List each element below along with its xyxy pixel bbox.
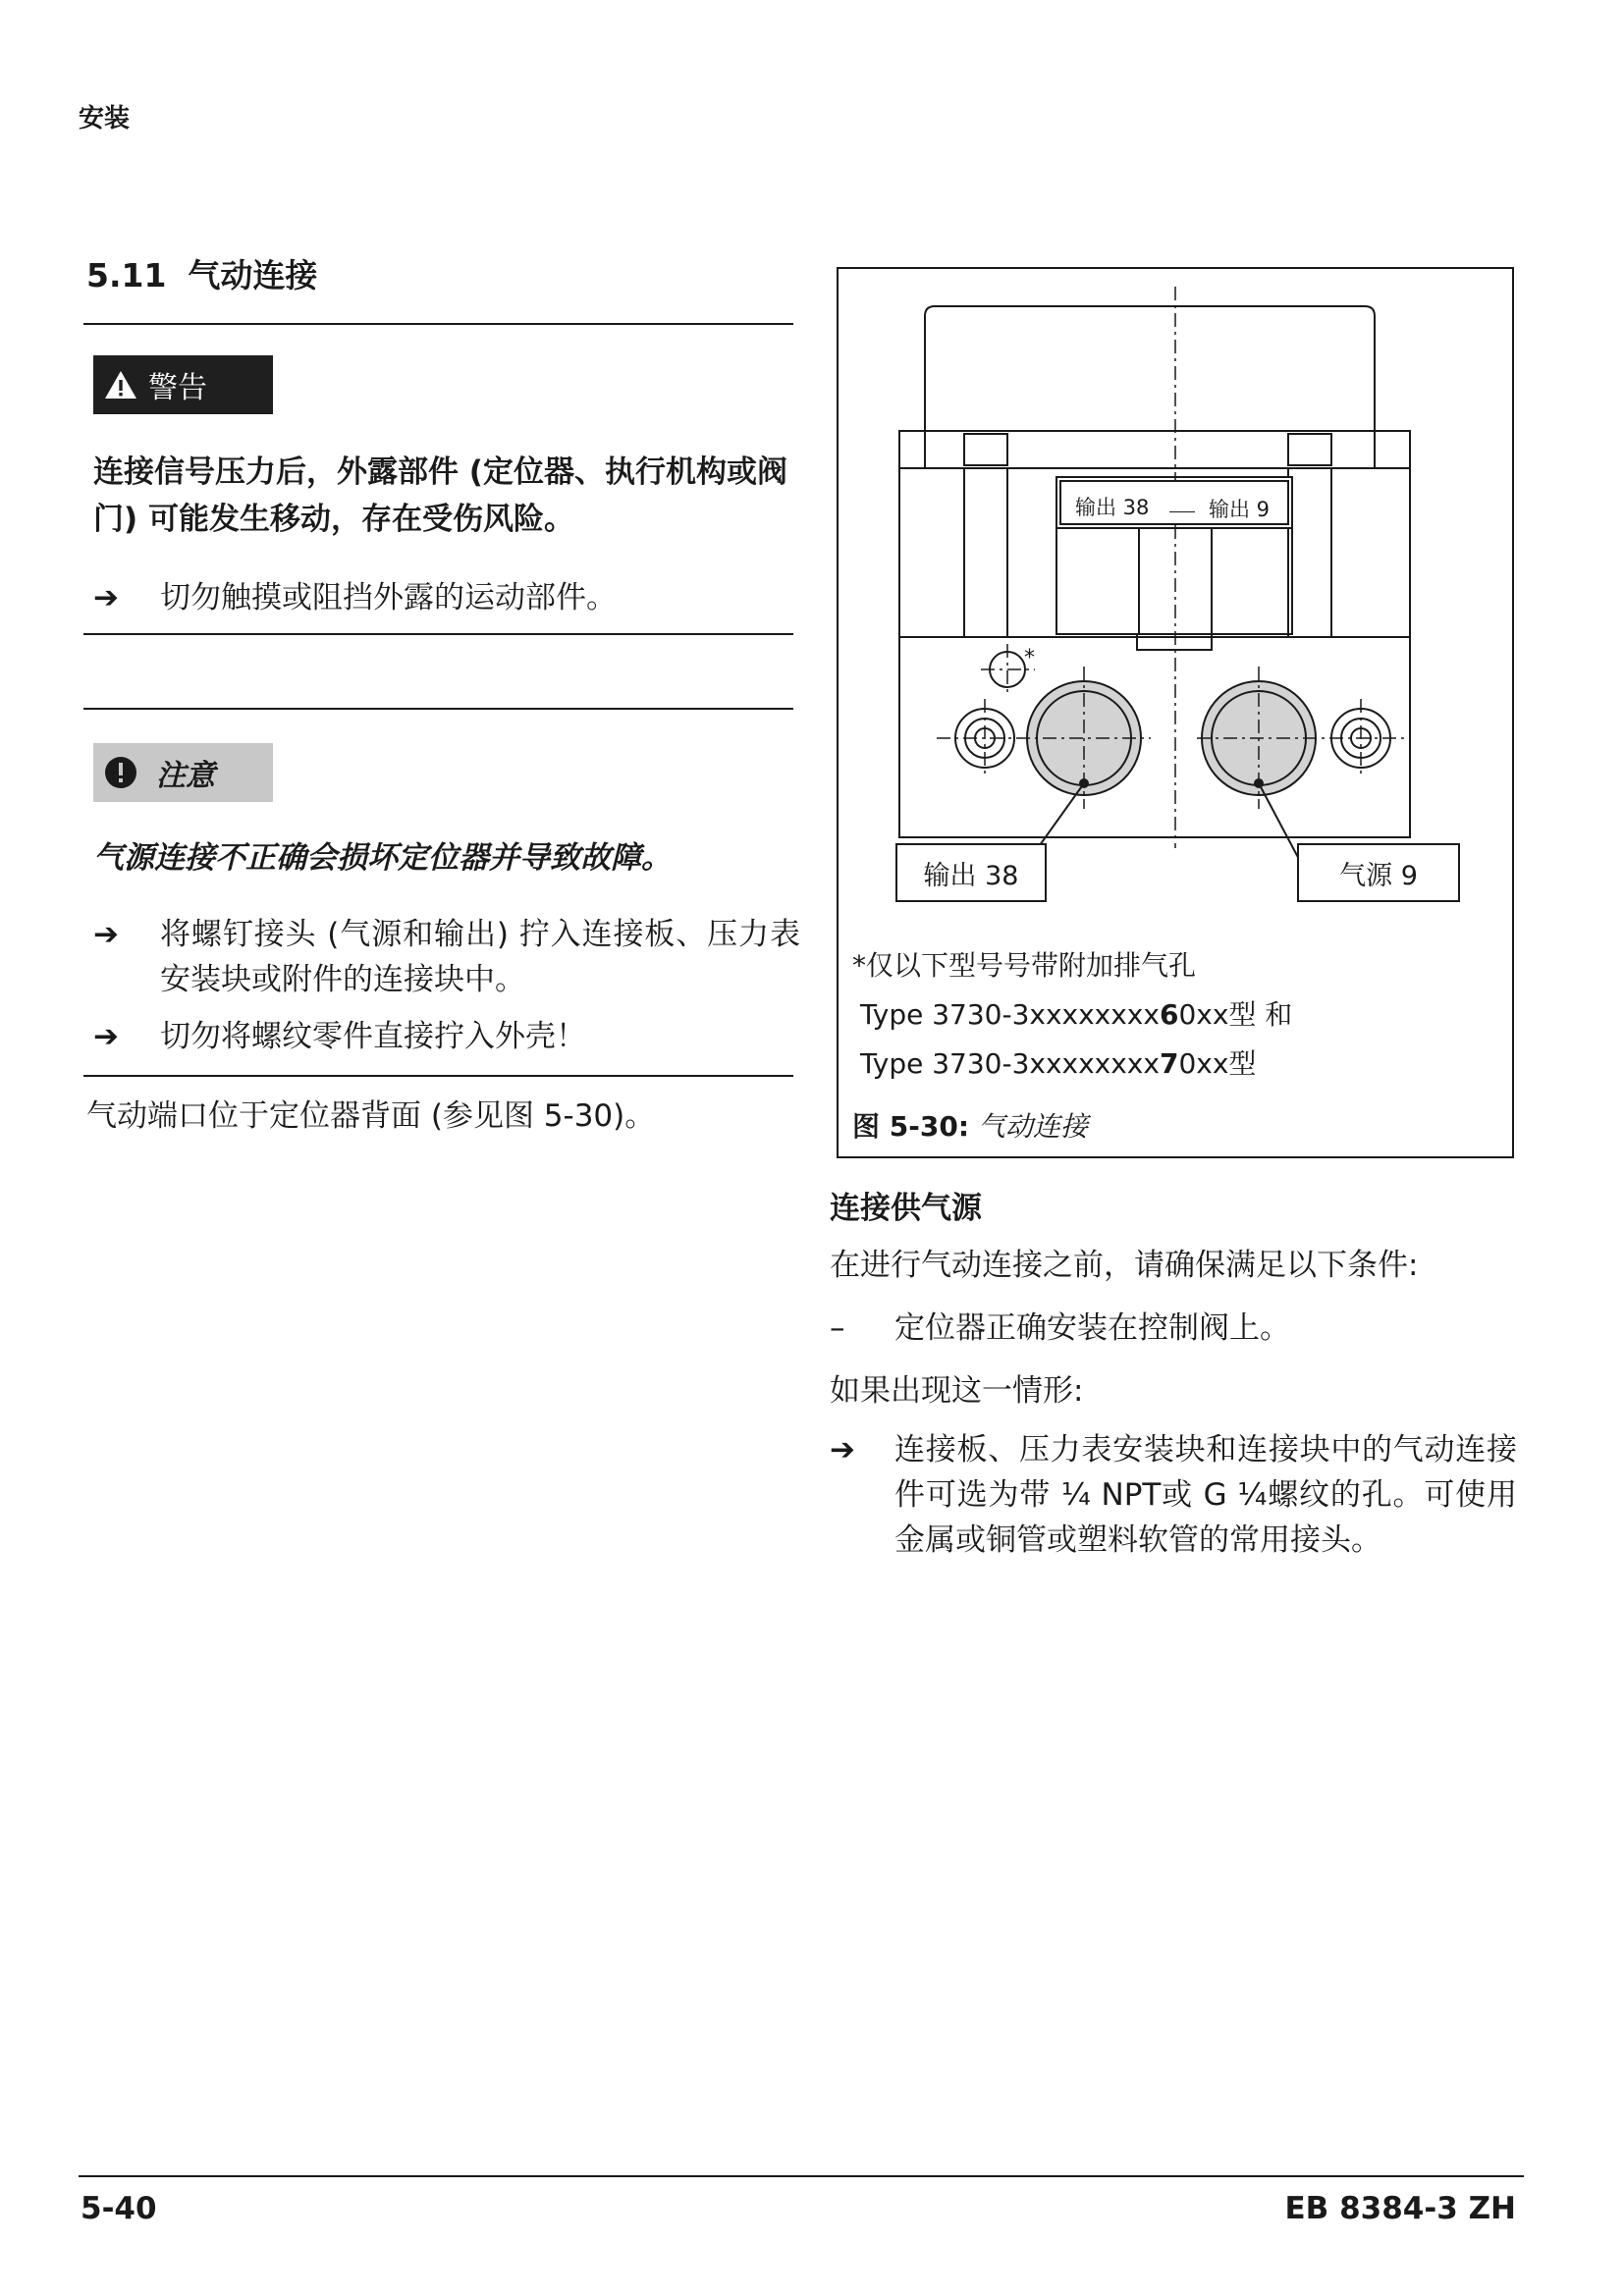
- notice-statement: 气源连接不正确会损坏定位器并导致故障。: [93, 840, 672, 876]
- callout-supply-9: 气源 9: [1297, 843, 1460, 902]
- section-title: [86, 250, 317, 296]
- figure-note-line-1: Type 3730-3xxxxxxxx60xx型 和: [860, 998, 1293, 1031]
- left-body-text: 气动端口位于定位器背面 (参见图 5-30)。: [86, 1098, 656, 1134]
- figure-note-title: *仅以下型号号带附加排气孔: [852, 949, 1197, 982]
- notice-action-text-2: 切勿将螺纹零件直接拧入外壳！: [160, 1019, 586, 1054]
- vent-asterisk: *: [1024, 646, 1035, 670]
- warning-bottom-rule: [83, 633, 793, 635]
- warning-badge: [93, 355, 273, 414]
- notice-action-item-1: [93, 912, 800, 1002]
- section-heading: 气动连接: [188, 256, 318, 294]
- figure-note-line-2: Type 3730-3xxxxxxxx70xx型: [860, 1047, 1257, 1080]
- document-id: EB 8384-3 ZH: [1284, 2191, 1516, 2226]
- warning-triangle-icon: [103, 369, 138, 400]
- figure-frame: [837, 267, 1514, 1158]
- positioner-drawing: [839, 269, 1512, 878]
- warning-action-item: [93, 575, 800, 620]
- supply-action-text: 连接板、压力表安装块和连接块中的气动连接件可选为带 ¼ NPT或 G ¼螺纹的孔。可使用金属或铜管或塑料软管的常用接头。: [894, 1432, 1517, 1558]
- inner-label-output-38: 输出 38: [1075, 496, 1150, 519]
- supply-heading: 连接供气源: [830, 1191, 982, 1226]
- notice-action-item-2: [93, 1014, 800, 1059]
- page-number: 5-40: [81, 2191, 157, 2226]
- supply-if-text: 如果出现这一情形:: [830, 1373, 1084, 1409]
- inner-label-separator: [1169, 511, 1195, 512]
- arrow-bullet-icon: ➔: [93, 1019, 119, 1054]
- notice-bottom-rule: [83, 1075, 793, 1077]
- callout-output-38: 输出 38: [895, 843, 1047, 902]
- warning-statement: 连接信号压力后，外露部件 (定位器、执行机构或阀门) 可能发生移动，存在受伤风险。: [93, 454, 787, 537]
- warning-top-rule: [83, 323, 793, 325]
- warning-action-text: 切勿触摸或阻挡外露的运动部件。: [160, 580, 617, 615]
- dash-bullet: –: [830, 1310, 845, 1346]
- supply-intro: 在进行气动连接之前，请确保满足以下条件:: [830, 1248, 1419, 1283]
- inner-label-output-9: 输出 9: [1209, 498, 1271, 521]
- footer-rule: [79, 2175, 1524, 2177]
- section-number: 5.11: [86, 256, 167, 294]
- inner-port-label-box: [1059, 480, 1289, 525]
- warning-badge-label: 警告: [148, 371, 207, 405]
- notice-badge-label: 注意: [156, 759, 215, 793]
- notice-top-rule: [83, 708, 793, 710]
- running-header: 安装: [79, 104, 131, 133]
- supply-condition-item: [830, 1306, 1517, 1351]
- figure-caption: [852, 1105, 1088, 1145]
- figure-caption-title: 气动连接: [977, 1110, 1088, 1143]
- supply-action-item: [830, 1427, 1517, 1563]
- notice-badge: [93, 743, 273, 802]
- notice-action-text-1: 将螺钉接头 (气源和输出) 拧入连接板、压力表安装块或附件的连接块中。: [160, 917, 800, 997]
- arrow-bullet-icon: ➔: [93, 917, 119, 952]
- supply-condition-text: 定位器正确安装在控制阀上。: [894, 1310, 1290, 1346]
- arrow-bullet-icon: ➔: [93, 580, 119, 615]
- exclamation-circle-icon: [103, 755, 138, 790]
- arrow-bullet-icon: ➔: [830, 1432, 855, 1468]
- figure-caption-label: 图 5-30:: [852, 1110, 970, 1143]
